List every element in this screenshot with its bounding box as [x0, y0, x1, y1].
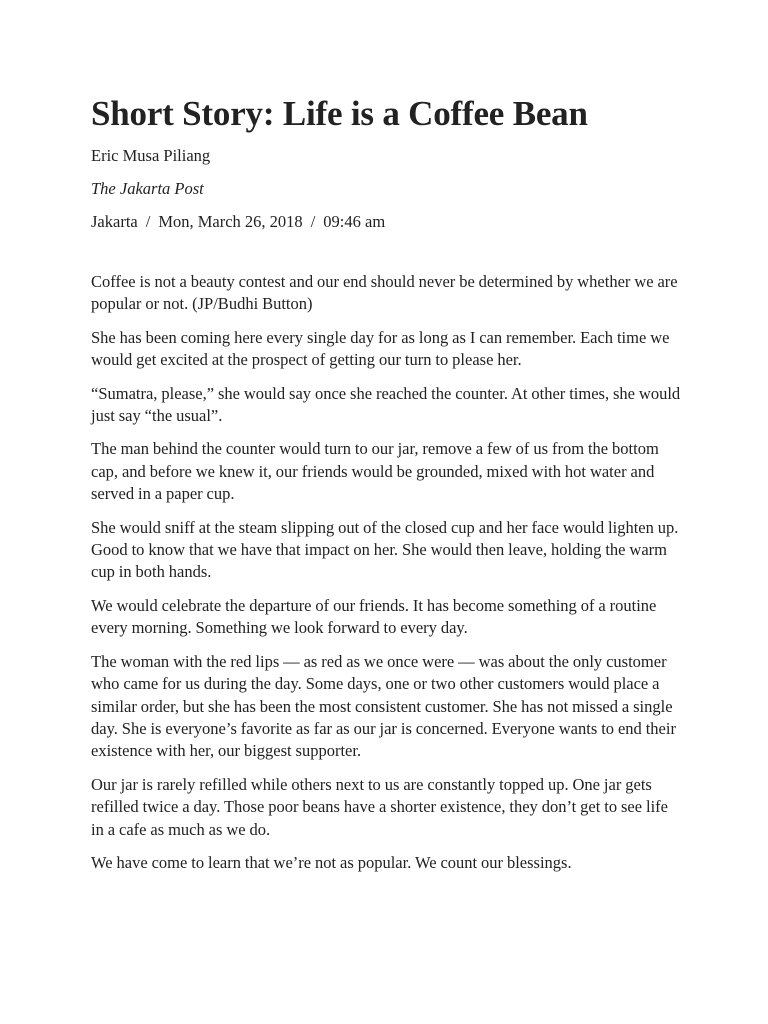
article-paragraph: We would celebrate the departure of our friends. It has become something of a routine every morning. Something we look forward to every day.	[91, 595, 657, 638]
article-paragraph: Coffee is not a beauty contest and our end should never be determined by whether we are popular or not. (JP/Budhi Button)	[91, 272, 678, 314]
article-dateline	[91, 211, 681, 233]
article-paragraph: She would sniff at the steam slipping out of the closed cup and her face would lighten up. Good to know that we have that impact on her. She would then leave, holding the warm cup in both hands.	[91, 517, 679, 582]
article-paragraph: The woman with the red lips — as red as we once were — was about the only customer who came for us during the day. Some days, one or two other customers would place a similar order, but she has been the most consistent customer. She has not missed a single day. She is everyone’s favorite as far as our jar is concerned. Everyone wants to end their existence with her, our biggest supporter.	[91, 651, 676, 761]
dateline-separator: /	[310, 212, 316, 231]
article-paragraph: She has been coming here every single day for as long as I can remember. Each time we would get excited at the prospect of getting our turn to please her.	[91, 327, 670, 370]
article-author: Eric Musa Piliang	[91, 146, 211, 165]
article-location: Jakarta	[91, 212, 138, 231]
article-paragraph: “Sumatra, please,” she would say once she reached the counter. At other times, she would just say “the usual”.	[91, 383, 681, 426]
article-time: 09:46 am	[323, 212, 386, 231]
article-paragraph: Our jar is rarely refilled while others next to us are constantly topped up. One jar gets refilled twice a day. Those poor beans have a shorter existence, they don’t get to see life in a cafe as much as we do.	[91, 774, 668, 839]
article-date: Mon, March 26, 2018	[158, 212, 303, 231]
article-paragraph: We have come to learn that we’re not as popular. We count our blessings.	[91, 852, 572, 872]
article-body	[91, 271, 681, 874]
article-paragraph: The man behind the counter would turn to our jar, remove a few of us from the bottom cap, and before we knew it, our friends would be grounded, mixed with hot water and served in a paper cup.	[91, 439, 659, 504]
dateline-separator: /	[145, 212, 151, 231]
article-title: Short Story: Life is a Coffee Bean	[91, 94, 588, 133]
article-publication: The Jakarta Post	[91, 179, 204, 198]
article	[91, 92, 681, 885]
